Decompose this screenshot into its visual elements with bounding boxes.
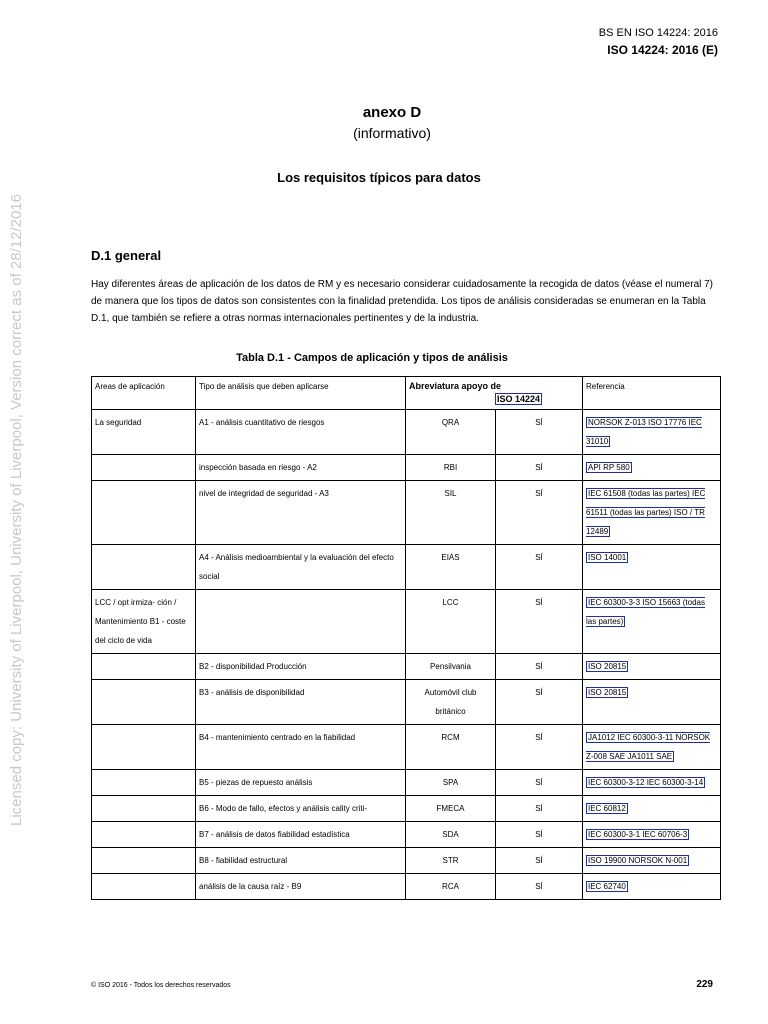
cell-reference-text: NORSOK Z-013 ISO 17776 IEC 31010: [586, 418, 702, 446]
cell-reference: [583, 410, 721, 455]
table-row: [92, 545, 721, 590]
cell-analysis-type: [196, 654, 406, 680]
cell-support-text: SÍ: [535, 463, 543, 472]
header-areas: Areas de aplicación: [92, 377, 196, 410]
table-row: [92, 455, 721, 481]
cell-analysis-type: [196, 410, 406, 455]
cell-reference: [583, 455, 721, 481]
cell-support-text: SÍ: [535, 733, 543, 742]
annex-subtitle: (informativo): [353, 125, 431, 141]
cell-abbreviation: [406, 455, 496, 481]
table-row: [92, 874, 721, 900]
cell-analysis-type: [196, 822, 406, 848]
cell-reference: [583, 545, 721, 590]
license-watermark: Licensed copy: University of Liverpool, University of Liverpool, Version correct as of 28/12/2016: [8, 194, 25, 826]
cell-analysis-type-text: B8 - fiabilidad estructural: [199, 856, 288, 865]
cell-abbreviation: [406, 654, 496, 680]
section-paragraph: Hay diferentes áreas de aplicación de los datos de RM y es necesario considerar cuidadosamente la recogida de datos (véase el numeral 7) de manera que los tipos de datos son consistentes con la finalidad pretendida. Los tipos de análisis consideradas se enumeran en la Tabla D.1, que también se refiere a otras normas internacionales pertinentes y de la industria.: [91, 279, 714, 324]
header-abbreviation: [406, 377, 583, 410]
table-row: [92, 848, 721, 874]
cell-area: [92, 654, 196, 680]
header-reference: Referencia: [583, 377, 721, 410]
cell-reference: [583, 481, 721, 545]
annex-title: anexo D: [362, 104, 422, 121]
cell-abbreviation: [406, 590, 496, 654]
cell-analysis-type-text: B4 - mantenimiento centrado en la fiabilidad: [199, 733, 356, 742]
cell-analysis-type: [196, 545, 406, 590]
cell-support: [496, 874, 583, 900]
cell-support: [496, 822, 583, 848]
cell-analysis-type: [196, 481, 406, 545]
cell-reference-text: API RP 580: [588, 463, 630, 472]
table-row: [92, 822, 721, 848]
cell-reference: [583, 770, 721, 796]
cell-reference-text: JA1012 IEC 60300-3-11 NORSOK Z-008 SAE JA1011 SAE: [586, 733, 711, 761]
cell-abbreviation: [406, 796, 496, 822]
cell-area: [92, 770, 196, 796]
cell-area: [92, 545, 196, 590]
cell-support-text: SÍ: [535, 489, 543, 498]
cell-analysis-type: [196, 848, 406, 874]
cell-reference-text: IEC 60812: [588, 804, 626, 813]
cell-support: [496, 545, 583, 590]
cell-abbreviation: [406, 848, 496, 874]
cell-reference: [583, 654, 721, 680]
table-row: [92, 654, 721, 680]
cell-support-text: SÍ: [535, 553, 543, 562]
cell-abbreviation: [406, 770, 496, 796]
cell-area: [92, 455, 196, 481]
cell-area: [92, 481, 196, 545]
cell-support: [496, 770, 583, 796]
cell-abbreviation-text: EIAS: [441, 553, 460, 562]
cell-abbreviation: [406, 680, 496, 725]
table-row: [92, 796, 721, 822]
cell-abbreviation: [406, 481, 496, 545]
cell-support: [496, 410, 583, 455]
cell-support: [496, 680, 583, 725]
cell-area: [92, 874, 196, 900]
table-row: [92, 410, 721, 455]
analysis-table: [91, 376, 721, 900]
cell-analysis-type-text: B7 - análisis de datos fiabilidad estadística: [199, 830, 350, 839]
cell-support-text: SÍ: [535, 688, 543, 697]
table-header-row: [92, 377, 721, 410]
table-caption: Tabla D.1 - Campos de aplicación y tipos de análisis: [236, 352, 508, 364]
footer-page-number: 229: [696, 979, 713, 990]
cell-reference: [583, 848, 721, 874]
cell-abbreviation-text: Automóvil club británico: [424, 688, 477, 716]
cell-analysis-type-text: B6 - Modo de fallo, efectos y análisis cality criti-: [199, 804, 368, 813]
cell-reference-text: IEC 60300-3-3 ISO 15663 (todas las partes): [586, 598, 705, 626]
cell-abbreviation-text: LCC: [442, 598, 459, 607]
table-row: [92, 770, 721, 796]
cell-support: [496, 848, 583, 874]
cell-area: [92, 410, 196, 455]
cell-support-text: SÍ: [535, 882, 543, 891]
cell-reference-text: ISO 20815: [588, 688, 627, 697]
header-standard-line1: BS EN ISO 14224: 2016: [598, 27, 718, 39]
cell-abbreviation-text: SPA: [442, 778, 459, 787]
cell-analysis-type-text: nivel de integridad de seguridad - A3: [199, 489, 329, 498]
cell-analysis-type-text: B5 - piezas de repuesto análisis: [199, 778, 313, 787]
cell-reference-text: ISO 14001: [588, 553, 627, 562]
section-heading: D.1 general: [91, 248, 162, 263]
cell-support-text: SÍ: [535, 418, 543, 427]
cell-analysis-type-text: B2 - disponibilidad Producción: [199, 662, 307, 671]
cell-analysis-type-text: inspección basada en riesgo - A2: [199, 463, 317, 472]
cell-abbreviation: [406, 410, 496, 455]
header-abbreviation-label: Abreviatura apoyo de: [409, 381, 502, 391]
table-row: [92, 590, 721, 654]
header-analysis-type: Tipo de análisis que deben aplicarse: [196, 377, 406, 410]
cell-reference: [583, 822, 721, 848]
cell-abbreviation-text: RCM: [441, 733, 460, 742]
cell-abbreviation-text: STR: [442, 856, 459, 865]
table-row: [92, 725, 721, 770]
cell-abbreviation-text: SDA: [442, 830, 459, 839]
cell-area: [92, 848, 196, 874]
cell-abbreviation-text: RCA: [442, 882, 459, 891]
cell-reference: [583, 680, 721, 725]
cell-abbreviation-text: RBI: [443, 463, 458, 472]
cell-reference-text: IEC 62740: [588, 882, 626, 891]
cell-abbreviation: [406, 545, 496, 590]
header-iso-box: ISO 14224: [497, 394, 541, 404]
cell-abbreviation-text: FMECA: [436, 804, 465, 813]
cell-area-text: La seguridad: [95, 418, 142, 427]
cell-reference-text: ISO 19900 NORSOK N-001: [588, 856, 688, 865]
header-standard-line2: ISO 14224: 2016 (E): [607, 43, 718, 57]
cell-support-text: SÍ: [535, 804, 543, 813]
cell-reference-text: IEC 60300-3-1 IEC 60706-3: [588, 830, 688, 839]
cell-reference: [583, 874, 721, 900]
cell-support: [496, 590, 583, 654]
cell-area: [92, 725, 196, 770]
cell-analysis-type-text: A1 - análisis cuantitativo de riesgos: [199, 418, 325, 427]
cell-support: [496, 654, 583, 680]
cell-abbreviation-text: QRA: [441, 418, 460, 427]
cell-analysis-type: [196, 680, 406, 725]
table-row: [92, 481, 721, 545]
cell-abbreviation: [406, 822, 496, 848]
document-title: Los requisitos típicos para datos: [277, 170, 481, 185]
cell-support-text: SÍ: [535, 778, 543, 787]
cell-reference-text: ISO 20815: [588, 662, 627, 671]
cell-analysis-type: [196, 590, 406, 654]
cell-area: [92, 590, 196, 654]
cell-abbreviation-text: SIL: [444, 489, 457, 498]
cell-reference-text: IEC 60300-3-12 IEC 60300-3-14: [588, 778, 704, 787]
cell-reference-text: IEC 61508 (todas las partes) IEC 61511 (todas las partes) ISO / TR 12489: [586, 489, 706, 536]
cell-analysis-type: [196, 725, 406, 770]
cell-support: [496, 725, 583, 770]
cell-support: [496, 796, 583, 822]
cell-support: [496, 455, 583, 481]
cell-area-text: LCC / opt irmiza- ción / Mantenimiento B1 - coste del ciclo de vida: [95, 598, 186, 645]
cell-analysis-type: [196, 770, 406, 796]
cell-reference: [583, 796, 721, 822]
cell-abbreviation-text: Pensilvania: [430, 662, 471, 671]
cell-analysis-type-text: B3 - análisis de disponibilidad: [199, 688, 305, 697]
cell-reference: [583, 725, 721, 770]
cell-support-text: SÍ: [535, 830, 543, 839]
cell-support-text: SÍ: [535, 598, 543, 607]
cell-analysis-type-text: A4 - Análisis medioambiental y la evaluación del efecto social: [199, 553, 394, 581]
cell-area: [92, 680, 196, 725]
cell-analysis-type: [196, 796, 406, 822]
cell-support-text: SÍ: [535, 662, 543, 671]
cell-analysis-type-text: análisis de la causa raíz - B9: [199, 882, 302, 891]
cell-analysis-type: [196, 455, 406, 481]
cell-area: [92, 822, 196, 848]
table-row: [92, 680, 721, 725]
cell-analysis-type: [196, 874, 406, 900]
cell-support: [496, 481, 583, 545]
cell-abbreviation: [406, 874, 496, 900]
footer-copyright: © ISO 2016 - Todos los derechos reservados: [91, 982, 231, 989]
cell-area: [92, 796, 196, 822]
cell-abbreviation: [406, 725, 496, 770]
cell-reference: [583, 590, 721, 654]
cell-support-text: SÍ: [535, 856, 543, 865]
